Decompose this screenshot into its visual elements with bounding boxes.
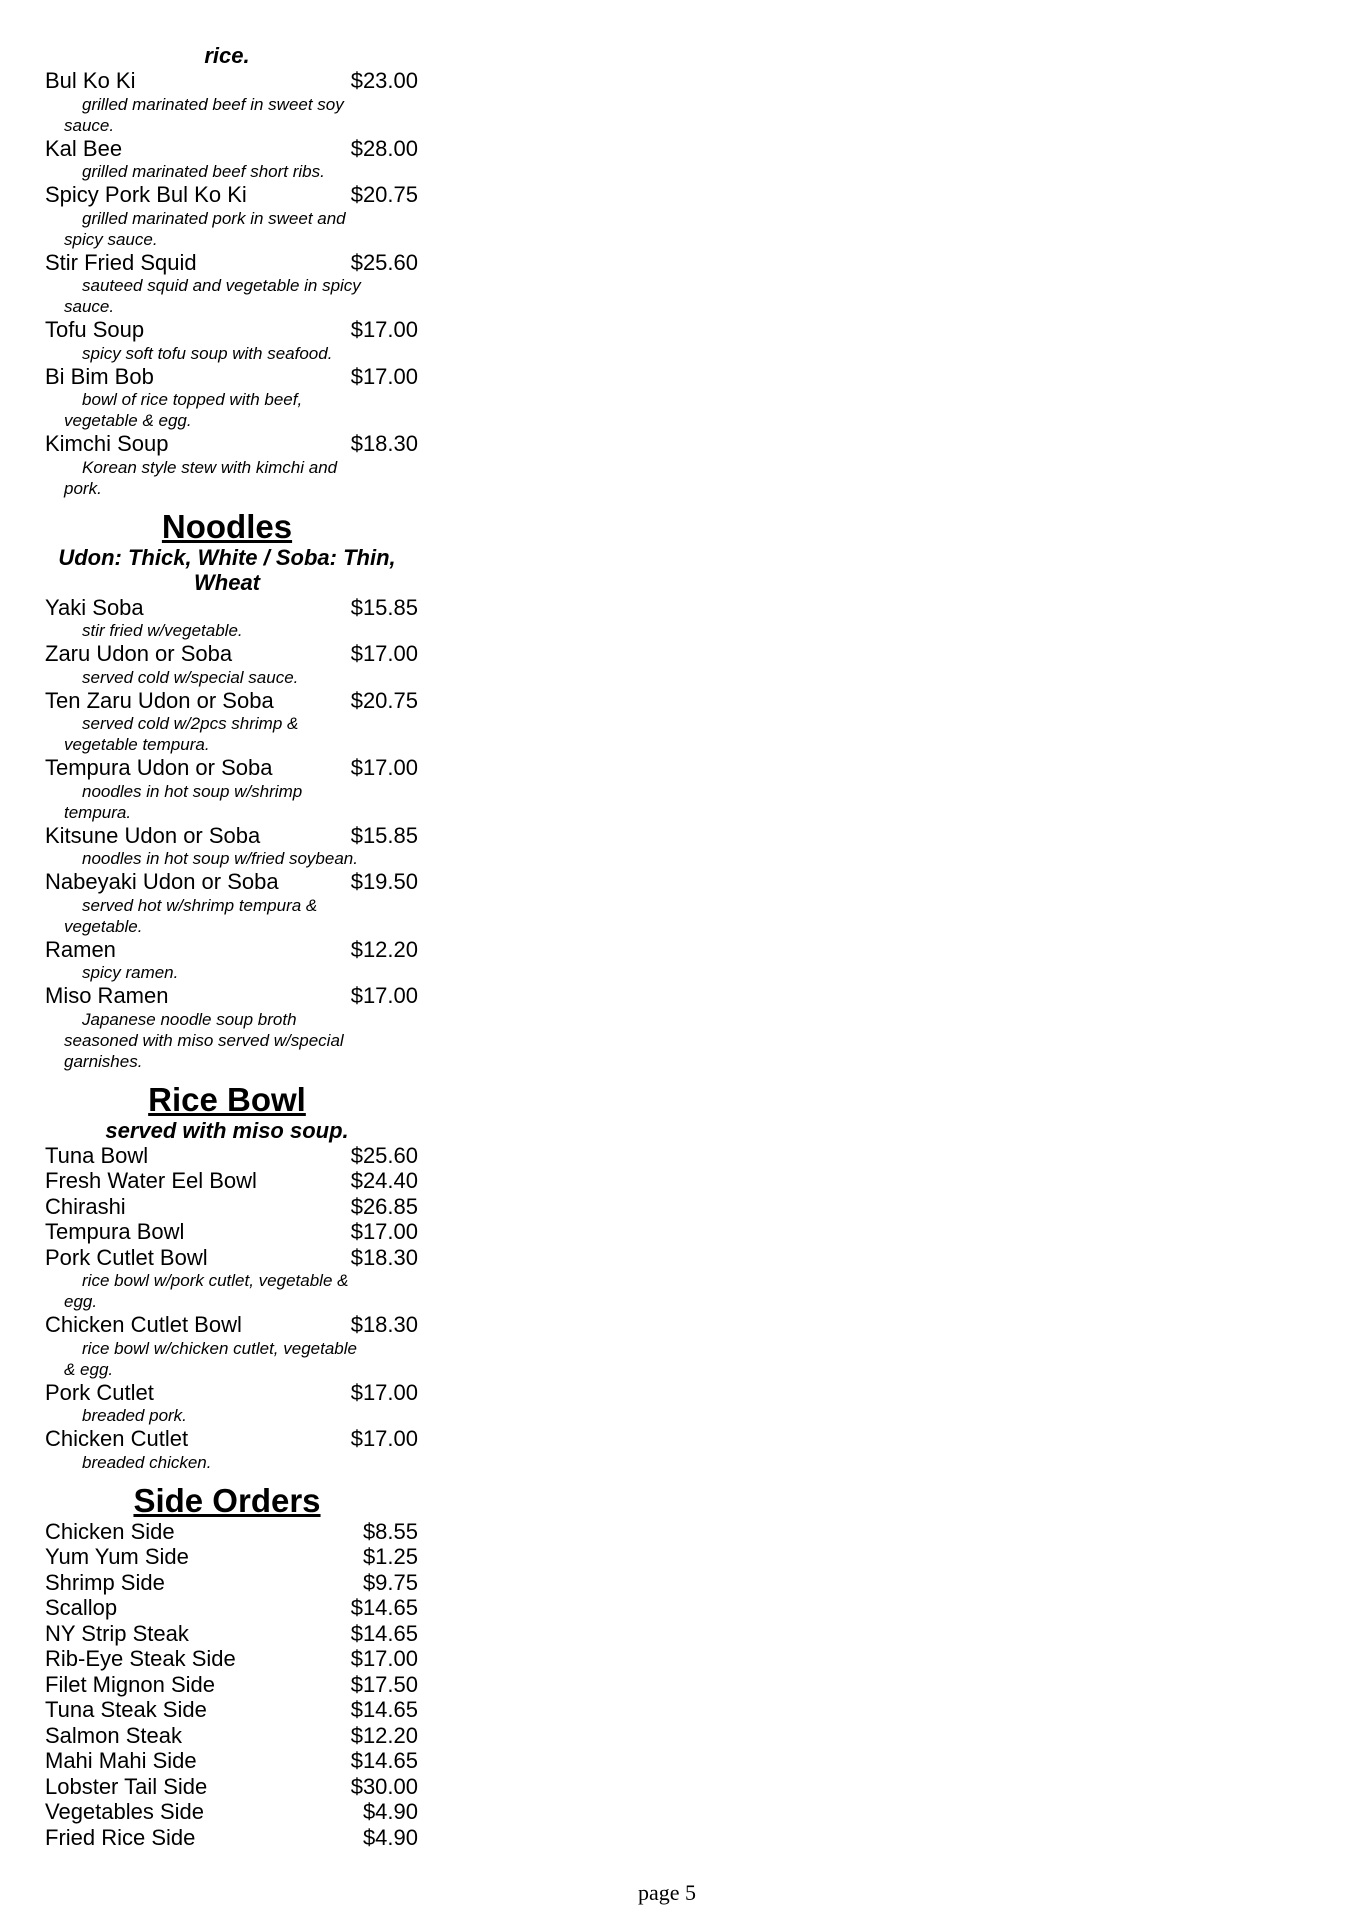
item-description: noodles in hot soup w/shrimp tempura. [64,781,303,822]
item-description: grilled marinated beef in sweet soy sauce. [64,94,344,135]
menu-item [32,1544,422,1570]
menu-item [32,1723,422,1749]
item-price: $18.30 [350,1312,418,1337]
item-name: Ten Zaru Udon or Soba [45,687,274,713]
item-price: $18.30 [350,431,418,456]
item-name: Tofu Soup [45,317,145,342]
menu-section [32,1082,422,1473]
menu-item [32,1168,422,1194]
menu-item [32,641,422,667]
menu-item [32,688,422,714]
section-subtitle: Udon: Thick, White / Soba: Thin, Wheat [58,544,396,595]
section-title: Rice Bowl [148,1080,306,1118]
item-price: $20.75 [350,687,418,713]
item-description: grilled marinated beef short ribs. [82,162,325,181]
item-name: Ramen [45,936,116,962]
item-price: $14.65 [350,1595,418,1620]
item-description: served cold w/special sauce. [82,667,299,687]
menu-item [32,1312,422,1338]
item-price: $23.00 [350,68,418,93]
menu-item [32,364,422,390]
item-description: sauteed squid and vegetable in spicy sauce. [64,276,361,316]
item-price: $17.00 [350,363,418,389]
item-name: Shrimp Side [45,1569,165,1595]
menu-item [32,317,422,343]
item-name: Miso Ramen [45,983,169,1008]
item-name: Pork Cutlet Bowl [45,1244,208,1270]
item-description: spicy soft tofu soup with seafood. [82,343,333,363]
item-price: $17.00 [350,1426,418,1451]
section-subtitle: rice. [204,43,250,68]
menu-item [32,1380,422,1406]
menu-item [32,1219,422,1245]
item-description: Japanese noodle soup broth seasoned with miso served w/special garnishes. [64,1009,344,1071]
item-price: $20.75 [350,182,418,207]
item-description: served hot w/shrimp tempura & vegetable. [64,895,318,936]
item-name: Yum Yum Side [45,1544,189,1569]
item-price: $25.60 [350,249,418,275]
item-name: NY Strip Steak [45,1620,189,1646]
item-name: Pork Cutlet [45,1379,154,1405]
item-name: Filet Mignon Side [45,1671,215,1697]
menu-item [32,1799,422,1825]
menu-item [32,68,422,94]
menu-item [32,431,422,457]
item-name: Chirashi [45,1193,126,1219]
menu-section [32,509,422,1072]
item-description: Korean style stew with kimchi and pork. [64,457,338,498]
item-price: $17.00 [350,1219,418,1244]
menu-item [32,136,422,162]
item-name: Scallop [45,1595,118,1620]
item-name: Stir Fried Squid [45,249,197,275]
item-price: $30.00 [350,1773,418,1799]
menu-item [32,1621,422,1647]
item-price: $18.30 [350,1244,418,1270]
item-price: $28.00 [350,135,418,161]
page-number: page 5 [638,1880,697,1905]
item-name: Kimchi Soup [45,431,169,456]
item-name: Mahi Mahi Side [45,1748,197,1773]
menu-item [32,1748,422,1774]
item-description: noodles in hot soup w/fried soybean. [82,849,358,868]
item-name: Chicken Cutlet [45,1426,189,1451]
item-description: grilled marinated pork in sweet and spicy sauce. [64,208,346,249]
menu-column [32,43,422,1850]
item-name: Tempura Bowl [45,1219,185,1244]
menu-item [32,1426,422,1452]
item-price: $17.00 [350,1379,418,1405]
section-title: Noodles [161,507,293,545]
menu-item [32,250,422,276]
item-description: breaded chicken. [82,1452,212,1472]
menu-section [32,1483,422,1851]
menu-item [32,1595,422,1621]
item-price: $17.00 [350,641,418,666]
item-price: $12.20 [350,1722,418,1748]
item-name: Spicy Pork Bul Ko Ki [45,182,247,207]
menu-item [32,1194,422,1220]
item-price: $8.55 [362,1518,418,1544]
item-description: stir fried w/vegetable. [82,621,243,640]
item-price: $24.40 [350,1168,418,1193]
item-description: breaded pork. [82,1406,187,1425]
menu-item [32,1672,422,1698]
item-name: Fresh Water Eel Bowl [45,1168,257,1193]
item-name: Fried Rice Side [45,1824,196,1850]
item-price: $1.25 [362,1544,418,1569]
item-price: $19.50 [350,869,418,894]
item-name: Chicken Side [45,1518,175,1544]
menu-item [32,755,422,781]
menu-item [32,1697,422,1723]
item-name: Salmon Steak [45,1722,182,1748]
menu-item [32,1245,422,1271]
item-price: $14.65 [350,1697,418,1722]
item-name: Tempura Udon or Soba [45,755,273,780]
item-description: spicy ramen. [82,963,179,982]
item-price: $17.50 [350,1671,418,1697]
menu-item [32,182,422,208]
item-name: Bi Bim Bob [45,363,154,389]
item-price: $4.90 [362,1799,418,1824]
menu-item [32,1774,422,1800]
item-price: $26.85 [350,1193,418,1219]
menu-item [32,1519,422,1545]
item-name: Lobster Tail Side [45,1773,208,1799]
menu-item [32,983,422,1009]
item-description: rice bowl w/pork cutlet, vegetable & egg. [64,1271,349,1311]
item-price: $4.90 [362,1824,418,1850]
item-name: Zaru Udon or Soba [45,641,233,666]
item-price: $15.85 [350,594,418,620]
item-name: Yaki Soba [45,594,144,620]
item-price: $25.60 [350,1142,418,1168]
item-price: $14.65 [350,1620,418,1646]
menu-item [32,869,422,895]
item-name: Bul Ko Ki [45,68,136,93]
item-description: bowl of rice topped with beef, vegetable & egg. [64,390,303,430]
item-price: $17.00 [350,317,418,342]
menu-item [32,1825,422,1851]
item-price: $15.85 [350,822,418,848]
item-name: Chicken Cutlet Bowl [45,1312,242,1337]
item-name: Tuna Bowl [45,1142,149,1168]
menu-item [32,1143,422,1169]
item-name: Tuna Steak Side [45,1697,207,1722]
item-price: $12.20 [350,936,418,962]
item-price: $9.75 [362,1569,418,1595]
item-name: Nabeyaki Udon or Soba [45,869,279,894]
item-description: served cold w/2pcs shrimp & vegetable tempura. [64,714,299,754]
menu-item [32,595,422,621]
item-description: rice bowl w/chicken cutlet, vegetable & egg. [64,1338,357,1379]
item-name: Kal Bee [45,135,123,161]
item-name: Rib-Eye Steak Side [45,1646,236,1671]
item-price: $17.00 [350,755,418,780]
menu-item [32,1646,422,1672]
item-price: $17.00 [350,1646,418,1671]
menu-item [32,823,422,849]
item-name: Kitsune Udon or Soba [45,822,261,848]
item-price: $17.00 [350,983,418,1008]
menu-item [32,1570,422,1596]
section-subtitle: served with miso soup. [105,1117,349,1143]
menu-section [32,43,422,499]
menu-item [32,937,422,963]
item-name: Vegetables Side [45,1799,205,1824]
item-price: $14.65 [350,1748,418,1773]
section-title: Side Orders [133,1481,321,1519]
